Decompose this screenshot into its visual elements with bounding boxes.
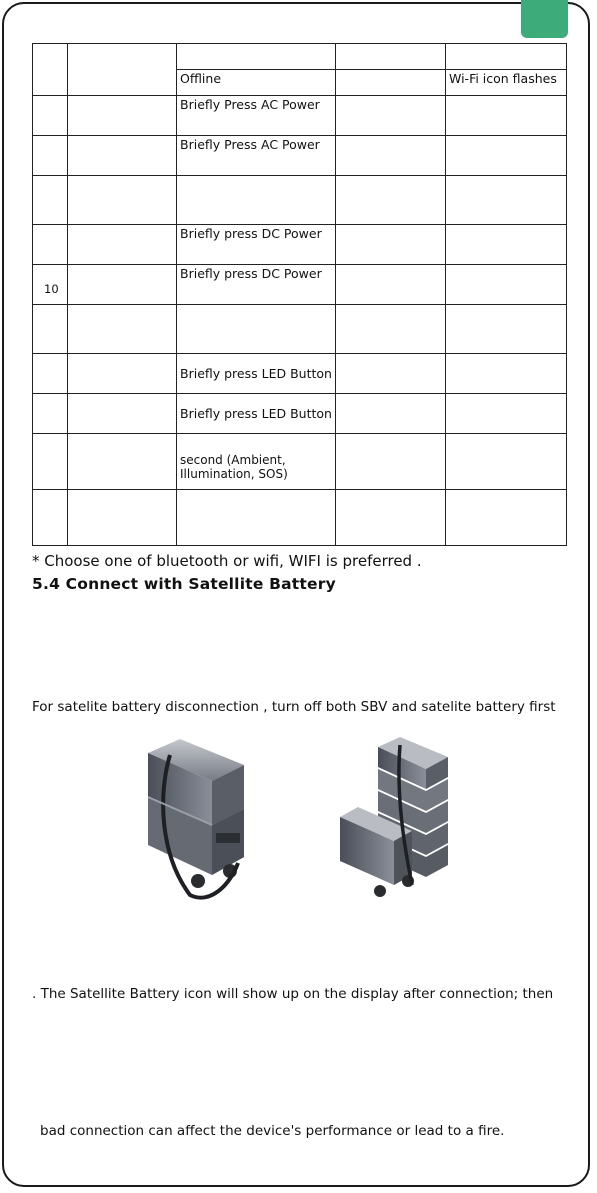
table-cell: Briefly Press AC Power <box>177 96 336 136</box>
table-cell: Briefly press LED Button <box>177 354 336 394</box>
table-cell: second (Ambient, Illumination, SOS) <box>177 434 336 490</box>
table-row <box>33 96 567 136</box>
row-number: 10 <box>33 265 68 305</box>
table-cell <box>336 354 446 394</box>
section-tab-marker <box>521 0 568 38</box>
table-cell <box>446 176 567 225</box>
table-cell <box>68 265 177 305</box>
table-cell <box>336 305 446 354</box>
table-row <box>33 434 567 490</box>
table-cell <box>446 434 567 490</box>
table-cell <box>68 434 177 490</box>
row-number <box>33 96 68 136</box>
table-cell <box>336 265 446 305</box>
table-row <box>33 176 567 225</box>
row-number <box>33 225 68 265</box>
disconnect-instruction: For satelite battery disconnection , turn off both SBV and satelite battery first <box>32 699 556 715</box>
table-cell: Offline <box>177 70 336 96</box>
table-row <box>33 490 567 546</box>
table-cell: Wi-Fi icon flashes <box>446 70 567 96</box>
row-number <box>33 305 68 354</box>
table-cell <box>336 136 446 176</box>
row-number <box>33 354 68 394</box>
row-number <box>33 136 68 176</box>
row-number <box>33 176 68 225</box>
table-cell <box>68 354 177 394</box>
table-cell <box>177 176 336 225</box>
table-row <box>33 136 567 176</box>
section-heading: 5.4 Connect with Satellite Battery <box>32 575 336 593</box>
row-number <box>33 44 68 96</box>
table-cell: Briefly Press AC Power <box>177 136 336 176</box>
table-cell <box>68 96 177 136</box>
table-cell <box>446 354 567 394</box>
table-cell: Briefly press LED Button <box>177 394 336 434</box>
table-cell <box>68 305 177 354</box>
table-cell <box>336 225 446 265</box>
table-cell <box>336 96 446 136</box>
table-row <box>33 305 567 354</box>
table-cell <box>177 305 336 354</box>
fire-warning: bad connection can affect the device's performance or lead to a fire. <box>40 1123 505 1139</box>
table-cell: Briefly press DC Power <box>177 225 336 265</box>
table-cell <box>68 176 177 225</box>
table-cell <box>446 136 567 176</box>
table-cell <box>68 44 177 96</box>
table-cell <box>446 96 567 136</box>
table-row <box>33 44 567 70</box>
table-cell <box>446 44 567 70</box>
table-cell <box>68 394 177 434</box>
table-row <box>33 265 567 305</box>
table-cell <box>68 136 177 176</box>
table-cell <box>446 305 567 354</box>
row-number <box>33 434 68 490</box>
table-cell <box>68 225 177 265</box>
table-cell <box>336 44 446 70</box>
table-cell <box>336 434 446 490</box>
table-cell <box>177 490 336 546</box>
table-cell <box>336 394 446 434</box>
multiple-satellite-batteries-illustration <box>338 735 456 903</box>
table-cell <box>177 44 336 70</box>
table-row <box>33 354 567 394</box>
table-cell: Briefly press DC Power <box>177 265 336 305</box>
connectivity-note: * Choose one of bluetooth or wifi, WIFI is preferred . <box>32 552 422 570</box>
button-function-table <box>32 43 567 546</box>
table-cell <box>446 225 567 265</box>
table-cell <box>68 490 177 546</box>
table-cell <box>446 490 567 546</box>
table-cell <box>446 394 567 434</box>
table-row <box>33 394 567 434</box>
row-number <box>33 394 68 434</box>
table-row <box>33 225 567 265</box>
table-cell <box>446 265 567 305</box>
connection-icon-instruction: . The Satellite Battery icon will show up on the display after connection; then <box>32 986 554 1002</box>
table-cell <box>336 490 446 546</box>
row-number <box>33 490 68 546</box>
single-satellite-battery-illustration <box>140 735 252 901</box>
table-cell <box>336 70 446 96</box>
table-cell <box>336 176 446 225</box>
